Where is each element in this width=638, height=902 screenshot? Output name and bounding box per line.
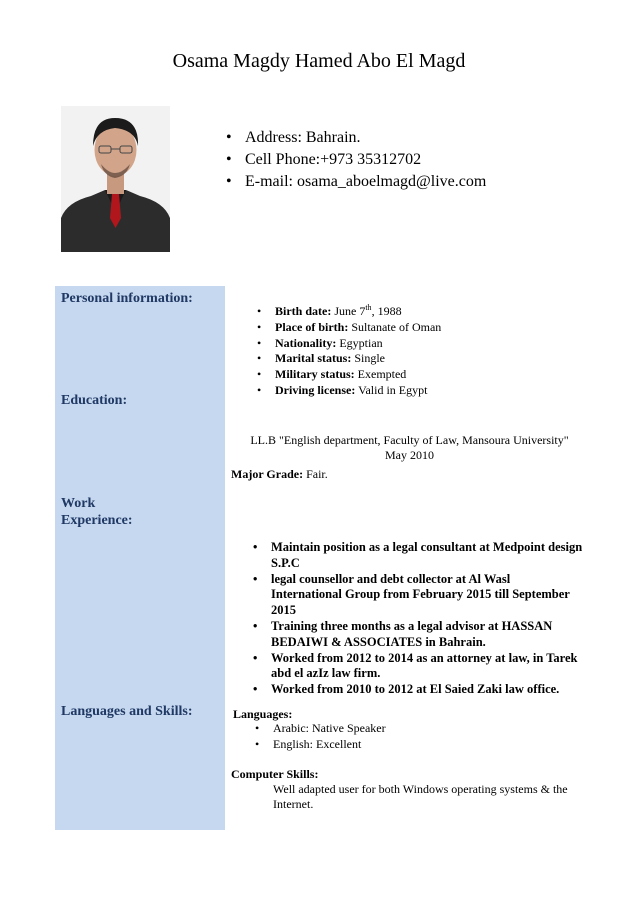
- list-item: • English: Excellent: [255, 737, 386, 753]
- list-item: • Worked from 2012 to 2014 as an attorney at law, in Tarek abd el azIz law firm.: [253, 651, 583, 683]
- list-item: • Maintain position as a legal consultant at Medpoint design S.P.C: [253, 540, 583, 572]
- section-heading-languages: Languages and Skills:: [61, 704, 193, 719]
- list-item: • Birth date: June 7th, 1988: [257, 304, 441, 320]
- languages-heading: Languages:: [233, 707, 293, 721]
- computer-skills-text: Well adapted user for both Windows operating systems & the Internet.: [273, 782, 568, 811]
- list-item: • Military status: Exempted: [257, 367, 441, 383]
- contact-list: [226, 127, 486, 193]
- list-item: • Marital status: Single: [257, 351, 441, 367]
- work-experience-list: [253, 540, 583, 698]
- list-item: • Arabic: Native Speaker: [255, 721, 386, 737]
- list-item: • legal counsellor and debt collector at Al Wasl International Group from February 2015 till September 2015: [253, 572, 583, 619]
- list-item: • Place of birth: Sultanate of Oman: [257, 320, 441, 336]
- list-item: • Driving license: Valid in Egypt: [257, 383, 441, 399]
- list-item: • Worked from 2010 to 2012 at El Saied Zaki law office.: [253, 682, 583, 698]
- page-title: Osama Magdy Hamed Abo El Magd: [172, 50, 466, 72]
- list-item: • Nationality: Egyptian: [257, 336, 441, 352]
- phone-item: • Cell Phone:+973 35312702: [226, 149, 486, 171]
- profile-photo: [61, 106, 170, 252]
- section-heading-personal: Personal information:: [61, 291, 193, 306]
- sidebar: [55, 286, 225, 830]
- person-silhouette-icon: [61, 106, 170, 252]
- address-item: • Address: Bahrain.: [226, 127, 486, 149]
- education-grade: Major Grade: Fair.: [231, 467, 328, 481]
- section-heading-work: Work Experience:: [61, 496, 133, 528]
- education-degree: LL.B "English department, Faculty of Law, Mansoura University" May 2010: [250, 433, 569, 462]
- list-item: • Training three months as a legal advisor at HASSAN BEDAIWI & ASSOCIATES in Bahrain.: [253, 619, 583, 651]
- languages-list: [255, 721, 386, 753]
- personal-info-list: [257, 304, 441, 399]
- computer-skills-heading: Computer Skills:: [231, 767, 319, 781]
- section-heading-education: Education:: [61, 393, 128, 408]
- email-item: • E-mail: osama_aboelmagd@live.com: [226, 171, 486, 193]
